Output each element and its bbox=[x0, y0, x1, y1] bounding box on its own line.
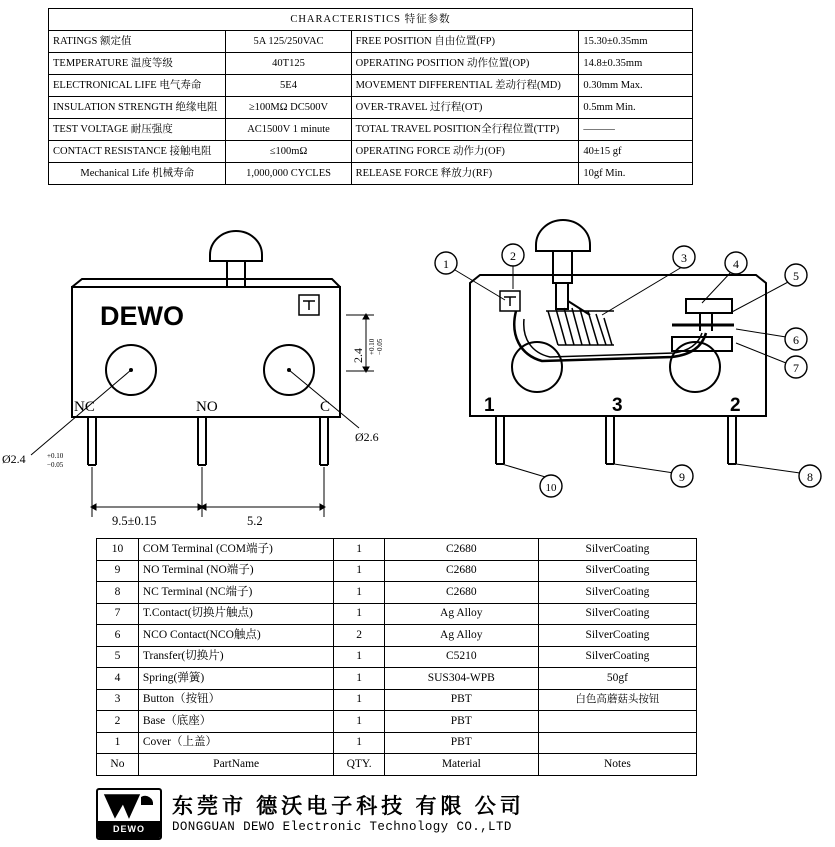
part-material: PBT bbox=[384, 711, 538, 733]
part-name: NC Terminal (NC端子) bbox=[138, 582, 334, 604]
callout-label-2: 2 bbox=[510, 249, 516, 263]
characteristics-title: CHARACTERISTICS 特征参数 bbox=[49, 9, 693, 31]
button-cap-rear bbox=[536, 220, 590, 251]
terminal-label-no: NO bbox=[196, 399, 218, 415]
part-material: PBT bbox=[384, 689, 538, 711]
cover-marking-glyph-rear bbox=[504, 297, 516, 306]
cover-marking-glyph bbox=[303, 301, 315, 310]
part-name: Cover（上盖） bbox=[138, 732, 334, 754]
table-row bbox=[97, 732, 697, 754]
part-qty: 1 bbox=[334, 668, 384, 690]
parts-header-qty: QTY. bbox=[334, 754, 384, 776]
rear-terminal-label-2: 2 bbox=[730, 395, 741, 416]
rear-terminal-label-1: 1 bbox=[484, 395, 495, 416]
company-name-cn: 东莞市 德沃电子科技 有限 公司 bbox=[172, 793, 525, 818]
callout-label-8: 8 bbox=[807, 470, 813, 484]
parts-header-name: PartName bbox=[138, 754, 334, 776]
plunger-arm bbox=[568, 301, 590, 315]
dim-hole-left-value: Ø2.4 bbox=[2, 452, 26, 466]
callout-label-6: 6 bbox=[793, 333, 799, 347]
char-label-2: OPERATING POSITION 动作位置(OP) bbox=[351, 53, 579, 75]
parts-header-row bbox=[97, 754, 697, 776]
button-stem-rear bbox=[553, 251, 572, 283]
part-name: COM Terminal (COM端子) bbox=[138, 539, 334, 561]
part-material: SUS304-WPB bbox=[384, 668, 538, 690]
char-value-2: 10gf Min. bbox=[579, 163, 693, 185]
char-value-2: 0.30mm Max. bbox=[579, 75, 693, 97]
char-label: ELECTRONICAL LIFE 电气寿命 bbox=[49, 75, 226, 97]
body-top-edge bbox=[72, 279, 340, 287]
terminal-label-c: C bbox=[320, 399, 331, 415]
part-material: C5210 bbox=[384, 646, 538, 668]
table-row bbox=[97, 603, 697, 625]
part-no: 7 bbox=[97, 603, 139, 625]
char-value-2: ——— bbox=[579, 119, 693, 141]
part-no: 9 bbox=[97, 560, 139, 582]
char-label-2: TOTAL TRAVEL POSITION全行程位置(TTP) bbox=[351, 119, 579, 141]
char-value: 5E4 bbox=[226, 75, 351, 97]
technical-drawing bbox=[0, 215, 835, 540]
part-qty: 1 bbox=[334, 711, 384, 733]
part-name: Button（按钮） bbox=[138, 689, 334, 711]
part-notes: 50gf bbox=[538, 668, 696, 690]
char-label: INSULATION STRENGTH 绝缘电阻 bbox=[49, 97, 226, 119]
part-qty: 1 bbox=[334, 646, 384, 668]
callout-label-1: 1 bbox=[443, 257, 449, 271]
terminal-no-front bbox=[198, 417, 206, 465]
part-material: C2680 bbox=[384, 539, 538, 561]
part-no: 6 bbox=[97, 625, 139, 647]
callout-label-5: 5 bbox=[793, 269, 799, 283]
table-row bbox=[97, 711, 697, 733]
company-name-en: DONGGUAN DEWO Electronic Technology CO.,LTD bbox=[172, 819, 512, 834]
table-row bbox=[97, 668, 697, 690]
part-notes: SilverCoating bbox=[538, 603, 696, 625]
table-row bbox=[49, 119, 693, 141]
contact-posts bbox=[700, 313, 712, 331]
part-notes: SilverCoating bbox=[538, 582, 696, 604]
terminal-1-rear bbox=[496, 416, 504, 464]
char-label-2: FREE POSITION 自由位置(FP) bbox=[351, 31, 579, 53]
rear-terminal-label-3: 3 bbox=[612, 395, 623, 416]
table-row bbox=[97, 625, 697, 647]
part-notes: SilverCoating bbox=[538, 646, 696, 668]
char-value-2: 14.8±0.35mm bbox=[579, 53, 693, 75]
parts-header-notes: Notes bbox=[538, 754, 696, 776]
parts-list-table bbox=[96, 538, 697, 776]
table-row bbox=[49, 31, 693, 53]
terminal-label-nc: NC bbox=[74, 399, 95, 415]
logo-mark-area bbox=[98, 790, 160, 821]
characteristics-title-row bbox=[49, 9, 693, 31]
dim-hole-right-leader bbox=[287, 368, 359, 428]
part-no: 5 bbox=[97, 646, 139, 668]
terminal-3-rear bbox=[606, 416, 614, 464]
part-name: Spring(弹簧) bbox=[138, 668, 334, 690]
table-row bbox=[49, 53, 693, 75]
char-value: 5A 125/250VAC bbox=[226, 31, 351, 53]
part-qty: 1 bbox=[334, 560, 384, 582]
table-row bbox=[97, 689, 697, 711]
dim-hole-left-tol-lower: −0.05 bbox=[47, 461, 64, 469]
char-value: 1,000,000 CYCLES bbox=[226, 163, 351, 185]
parts-header-no: No bbox=[97, 754, 139, 776]
terminal-nc-front bbox=[88, 417, 96, 465]
dim-height-tol-lower: −0.05 bbox=[376, 338, 384, 355]
char-label-2: RELEASE FORCE 释放力(RF) bbox=[351, 163, 579, 185]
dim-height-tol-upper: +0.10 bbox=[368, 338, 376, 355]
callout-label-9: 9 bbox=[679, 470, 685, 484]
part-notes: SilverCoating bbox=[538, 625, 696, 647]
part-no: 4 bbox=[97, 668, 139, 690]
part-no: 2 bbox=[97, 711, 139, 733]
drawing-svg bbox=[0, 215, 835, 540]
part-material: C2680 bbox=[384, 560, 538, 582]
char-value: AC1500V 1 minute bbox=[226, 119, 351, 141]
char-label: Mechanical Life 机械寿命 bbox=[49, 163, 226, 185]
char-label: TEST VOLTAGE 耐压强度 bbox=[49, 119, 226, 141]
callout-label-3: 3 bbox=[681, 251, 687, 265]
part-name: Base（底座） bbox=[138, 711, 334, 733]
part-no: 8 bbox=[97, 582, 139, 604]
mounting-hole-left-rear bbox=[512, 342, 562, 392]
part-name: T.Contact(切换片触点) bbox=[138, 603, 334, 625]
table-row bbox=[49, 97, 693, 119]
dim-pitch-1-value: 9.5±0.15 bbox=[112, 514, 157, 528]
part-name: NCO Contact(NCO触点) bbox=[138, 625, 334, 647]
characteristics-table bbox=[48, 8, 693, 185]
char-value-2: 15.30±0.35mm bbox=[579, 31, 693, 53]
part-qty: 1 bbox=[334, 732, 384, 754]
callout-label-7: 7 bbox=[793, 361, 799, 375]
part-material: Ag Alloy bbox=[384, 603, 538, 625]
table-row bbox=[97, 560, 697, 582]
char-label-2: OPERATING FORCE 动作力(OF) bbox=[351, 141, 579, 163]
part-no: 1 bbox=[97, 732, 139, 754]
part-qty: 1 bbox=[334, 689, 384, 711]
part-notes bbox=[538, 711, 696, 733]
table-row bbox=[97, 646, 697, 668]
parts-header-material: Material bbox=[384, 754, 538, 776]
table-row bbox=[49, 141, 693, 163]
char-value-2: 40±15 gf bbox=[579, 141, 693, 163]
callout-label-10: 10 bbox=[545, 482, 557, 494]
part-qty: 2 bbox=[334, 625, 384, 647]
button-stem-front bbox=[227, 261, 245, 287]
part-material: PBT bbox=[384, 732, 538, 754]
part-name: Transfer(切换片) bbox=[138, 646, 334, 668]
plunger-inner bbox=[556, 283, 568, 309]
char-value: ≥100MΩ DC500V bbox=[226, 97, 351, 119]
part-name: NO Terminal (NO端子) bbox=[138, 560, 334, 582]
front-view bbox=[72, 231, 340, 465]
char-label: RATINGS 额定值 bbox=[49, 31, 226, 53]
part-qty: 1 bbox=[334, 603, 384, 625]
part-qty: 1 bbox=[334, 582, 384, 604]
part-notes: SilverCoating bbox=[538, 560, 696, 582]
dim-pitch-2-value: 5.2 bbox=[247, 514, 263, 528]
char-label-2: OVER-TRAVEL 过行程(OT) bbox=[351, 97, 579, 119]
brand-label-front: DEWO bbox=[100, 301, 184, 331]
table-row bbox=[97, 539, 697, 561]
char-value-2: 0.5mm Min. bbox=[579, 97, 693, 119]
dim-hole-left-tol-upper: +0.10 bbox=[47, 452, 64, 460]
part-no: 10 bbox=[97, 539, 139, 561]
part-material: C2680 bbox=[384, 582, 538, 604]
char-label: CONTACT RESISTANCE 接触电阻 bbox=[49, 141, 226, 163]
char-label-2: MOVEMENT DIFFERENTIAL 差动行程(MD) bbox=[351, 75, 579, 97]
dim-hole-left-leader bbox=[31, 368, 133, 455]
logo-w-icon bbox=[101, 791, 157, 821]
dim-pitch-group bbox=[91, 467, 325, 517]
terminal-2-rear bbox=[728, 416, 736, 464]
part-no: 3 bbox=[97, 689, 139, 711]
terminal-c-front bbox=[320, 417, 328, 465]
button-cap-front bbox=[210, 231, 262, 261]
company-footer bbox=[96, 785, 697, 843]
char-label: TEMPERATURE 温度等级 bbox=[49, 53, 226, 75]
part-notes bbox=[538, 732, 696, 754]
dim-height-value: 2.4 bbox=[351, 348, 365, 363]
dim-hole-right-value: Ø2.6 bbox=[355, 430, 379, 444]
part-material: Ag Alloy bbox=[384, 625, 538, 647]
company-names bbox=[172, 794, 525, 835]
part-qty: 1 bbox=[334, 539, 384, 561]
char-value: 40T125 bbox=[226, 53, 351, 75]
part-notes: 白色高蘑菇头按钮 bbox=[538, 689, 696, 711]
callout-label-4: 4 bbox=[733, 257, 739, 271]
part-notes: SilverCoating bbox=[538, 539, 696, 561]
table-row bbox=[49, 163, 693, 185]
contact-plate-top bbox=[686, 299, 732, 313]
table-row bbox=[97, 582, 697, 604]
table-row bbox=[49, 75, 693, 97]
company-logo bbox=[96, 788, 162, 840]
logo-wordmark: DEWO bbox=[98, 821, 160, 838]
char-value: ≤100mΩ bbox=[226, 141, 351, 163]
